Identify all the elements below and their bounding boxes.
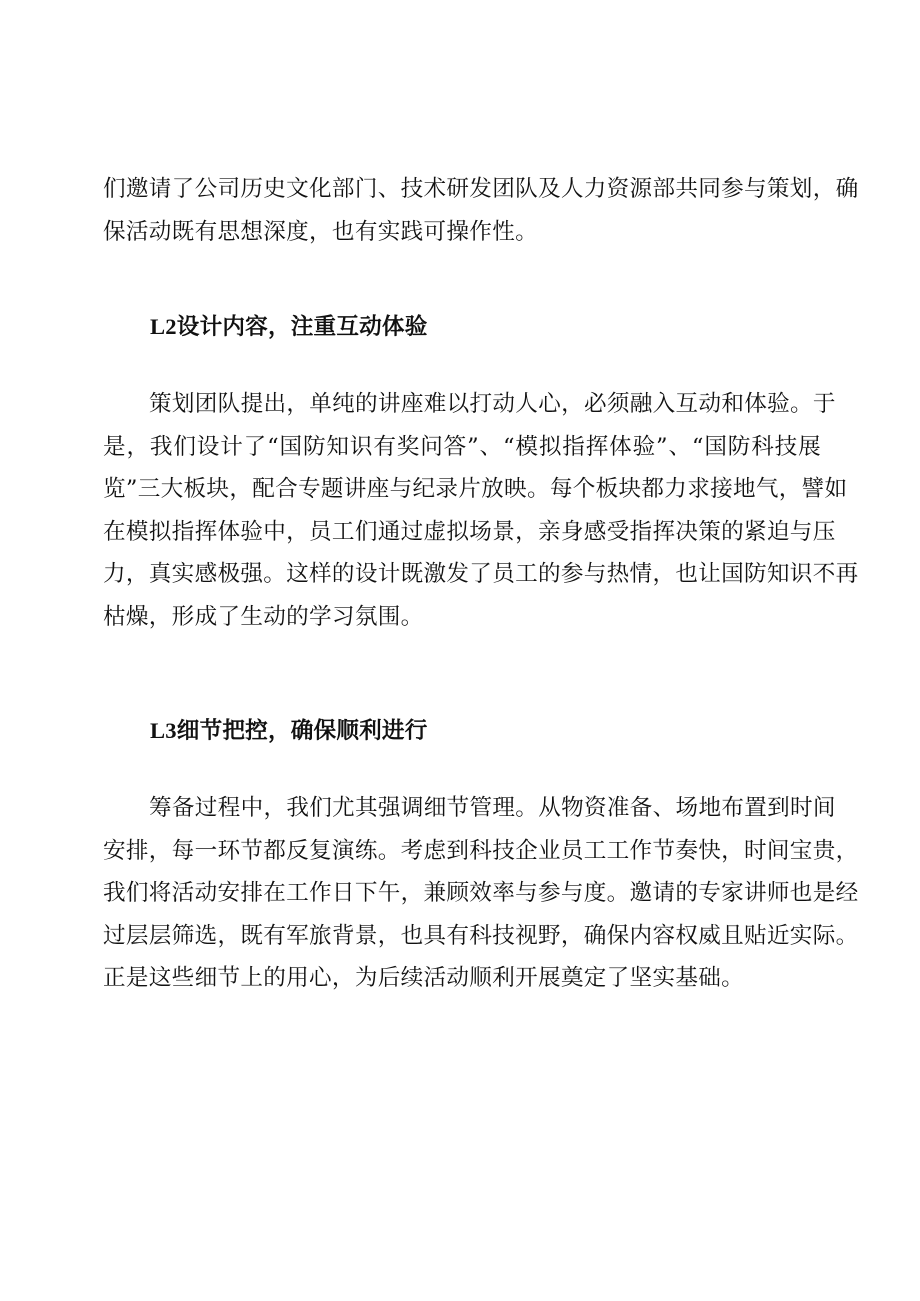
paragraph-line: 正是这些细节上的用心，为后续活动顺利开展奠定了坚实基础。 <box>103 965 745 991</box>
paragraph-line: 们邀请了公司历史文化部门、技术研发团队及人力资源部共同参与策划，确 <box>103 176 859 202</box>
paragraph-line: 是，我们设计了“国防知识有奖问答”、“模拟指挥体验”、“国防科技展 <box>103 433 821 460</box>
section-heading-3 <box>150 713 428 745</box>
paragraph-line: 览”三大板块，配合专题讲座与纪录片放映。每个板块都力求接地气，譬如 <box>103 476 848 502</box>
paragraph-line: 安排，每一环节都反复演练。考虑到科技企业员工工作节奏快，时间宝贵， <box>103 837 859 864</box>
heading-number: L2 <box>150 314 177 339</box>
heading-text: 细节把控，确保顺利进行 <box>176 718 428 744</box>
section-2-paragraph <box>103 383 859 638</box>
paragraph-line: 过层层筛选，既有军旅背景，也具有科技视野，确保内容权威且贴近实际。 <box>103 922 859 949</box>
paragraph-line: 筹备过程中，我们尤其强调细节管理。从物资准备、场地布置到时间 <box>149 795 836 821</box>
section-heading-2 <box>150 309 428 341</box>
heading-text: 设计内容，注重互动体验 <box>176 314 428 340</box>
paragraph-line: 在模拟指挥体验中，员工们通过虚拟场景，亲身感受指挥决策的紧迫与压 <box>103 518 836 545</box>
heading-number: L3 <box>150 718 177 743</box>
section-3-paragraph <box>103 787 859 1000</box>
paragraph-line: 策划团队提出，单纯的讲座难以打动人心，必须融入互动和体验。于 <box>149 391 836 417</box>
paragraph-line: 枯燥，形成了生动的学习氛围。 <box>103 603 424 630</box>
paragraph-line: 力，真实感极强。这样的设计既激发了员工的参与热情，也让国防知识不再 <box>103 561 859 587</box>
intro-paragraph <box>103 168 859 253</box>
paragraph-line: 我们将活动安排在工作日下午，兼顾效率与参与度。邀请的专家讲师也是经 <box>103 880 859 906</box>
paragraph-line: 保活动既有思想深度，也有实践可操作性。 <box>103 218 538 245</box>
